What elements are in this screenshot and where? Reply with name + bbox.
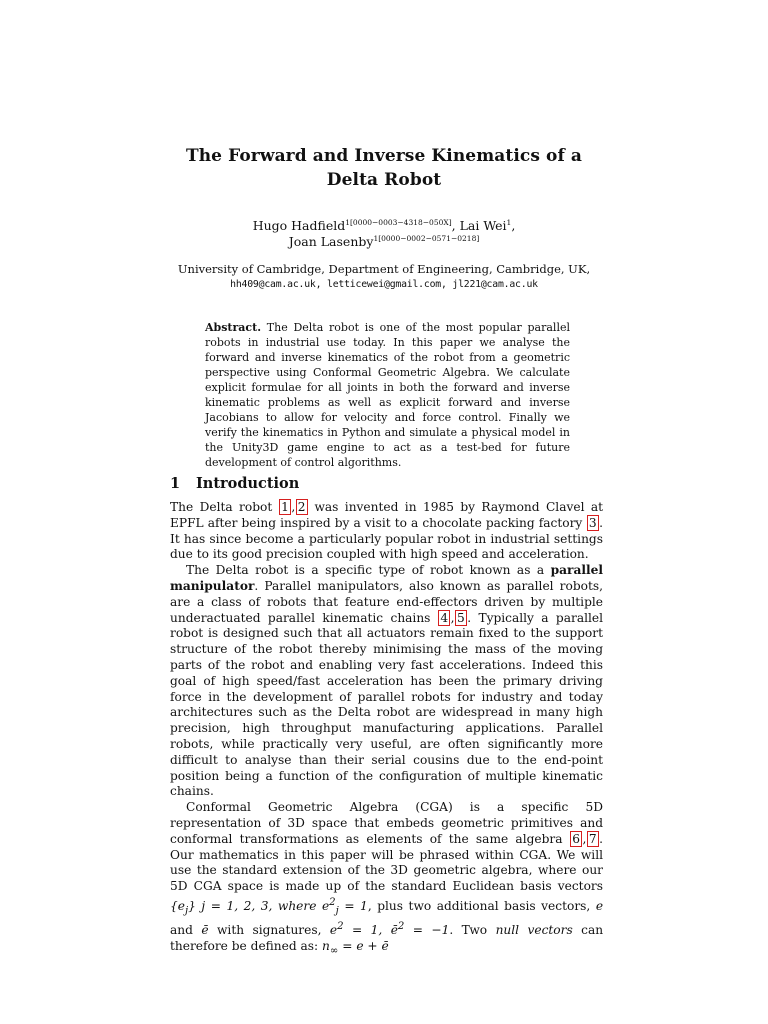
math-part: e xyxy=(329,923,338,938)
math-inline xyxy=(391,923,450,937)
math-part: {e xyxy=(170,898,185,913)
affiliation: University of Cambridge, Department of Engineering, Cambridge, UK, xyxy=(177,262,591,276)
citation-link[interactable]: 2 xyxy=(297,500,306,514)
math-sub: ∞ xyxy=(329,945,339,957)
authors-line-1: Hugo Hadfield$^{1[0000-0003-4318-050X]}$, Lai Wei$^1$, xyxy=(252,217,516,233)
section-title: Introduction xyxy=(196,475,300,492)
text-run: The Delta robot is a specific type of robot known as a xyxy=(186,563,545,578)
section-heading xyxy=(170,474,299,494)
text-run: . Our mathematics in this paper will be phrased within CGA. We will use the standard extension of the 3D geometric algebra, where our 5D CGA space is made up of the standard Euclidean basis vectors xyxy=(170,831,604,894)
math-inline xyxy=(170,898,196,917)
citation-link[interactable]: 6 xyxy=(572,831,580,846)
math-sub: j xyxy=(184,905,189,917)
abstract xyxy=(205,320,570,470)
math-part: = 1, xyxy=(352,923,383,938)
bold-term: parallel manipulator xyxy=(170,563,604,593)
citation-link[interactable]: 7 xyxy=(588,831,597,846)
affiliation-block xyxy=(150,262,618,292)
text-run: , plus two additional basis vectors, xyxy=(367,898,591,913)
text-run: . Parallel manipulators, also known as parallel robots, are a class of robots that feature end-effectors driven by multiple underactuated parallel kinematic chains xyxy=(170,578,603,625)
author-list xyxy=(150,218,618,250)
author-name: Lai Wei xyxy=(459,218,507,233)
email-list: hh409@cam.ac.uk, letticewei@gmail.com, jl221@cam.ac.uk xyxy=(230,279,538,290)
citation-link[interactable]: 4 xyxy=(440,610,449,625)
text-run: . Typically a parallel robot is designed such that all actuators remain fixed to the support structure of the robot thereby minimising the mass of the moving parts of the robot and enabling very fast accelerations. Indeed this goal of high speed/fast acceleration has been the primary driving force in the development of parallel robots for industry and today architectures such as the Delta robot are widespread in many high precision, high throughput manufacturing applications. Parallel robots, while practically very useful, are often significantly more difficult to analyse than their serial cousins due to the end-point position being a function of the configuration of multiple kinematic chains. xyxy=(170,610,603,799)
math-part: = e + ē xyxy=(342,939,389,954)
math-inline xyxy=(322,939,389,957)
text-run: Conformal Geometric Algebra (CGA) is a specific 5D representation of 3D space that embeds geometric primitives and conformal transformations as elements of the same algebra xyxy=(170,800,603,846)
title-line-1: The Forward and Inverse Kinematics of a xyxy=(185,146,583,166)
citation-link[interactable]: 3 xyxy=(588,515,597,530)
math-part: = 1 xyxy=(344,898,368,913)
citation-link[interactable]: 5 xyxy=(456,610,465,625)
math-inline xyxy=(201,896,368,917)
text-run: The Delta robot xyxy=(170,500,273,514)
paragraph-2: The Delta robot is a specific type of robot known as a parallel manipulator. Parallel manipulators, also known as parallel robots, are a class of robots that feature end-effectors driven by multiple underactuated parallel kinematic chains 4 , 5 . Typically a parallel robot is designed such that all actuators remain fixed to the support structure of the robot thereby minimising the mass of the moving parts of the robot and enabling very fast accelerations. Indeed this goal of high speed/fast acceleration has been the primary driving force in the development of parallel robots for industry and today architectures such as the Delta robot are widespread in many high precision, high throughput manufacturing applications. Parallel robots, while practically very useful, are often significantly more difficult to analyse than their serial cousins due to the end-point position being a function of the configuration of multiple kinematic chains. xyxy=(170,563,604,799)
math-part: n xyxy=(322,939,330,954)
text-run: . Two xyxy=(449,923,488,938)
math-inline: ē xyxy=(201,923,209,938)
emphasis-term: null vectors xyxy=(495,923,573,938)
paragraph-1: The Delta robot 1 , 2 was invented in 1985 by Raymond Clavel at EPFL after being inspired by a visit to a chocolate packing factory 3 . It has since become a particularly popular robot in industrial settings due to its good precision coupled with high speed and acceleration. xyxy=(170,500,604,562)
citation-link[interactable]: 1 xyxy=(281,500,289,514)
math-part: = −1 xyxy=(412,923,450,938)
text-run: was invented in 1985 by Raymond Clavel at EPFL after being inspired by a visit to a chocolate packing factory xyxy=(170,500,604,530)
math-inline xyxy=(330,923,382,937)
math-sub: j xyxy=(335,905,339,917)
body-text xyxy=(170,500,603,959)
math-sup: 2 xyxy=(337,921,344,933)
text-run: with signatures, xyxy=(216,923,322,938)
text-run: and xyxy=(170,923,193,938)
abstract-text: The Delta robot is one of the most popular parallel robots in industrial use today. In this paper we analyse the forward and inverse kinematics of the robot from a geometric perspective using Conformal Geometric Algebra. We calculate explicit formulae for all joints in both the forward and inverse kinematic problems as well as explicit forward and inverse Jacobians to allow for velocity and force control. Finally we verify the kinematics in Python and simulate a physical model in the Unity3D game engine to act as a test-bed for future development of control algorithms. xyxy=(205,321,570,469)
author-name: Hugo Hadfield xyxy=(252,218,346,233)
title-line-2: Delta Robot xyxy=(326,170,442,190)
paper-title xyxy=(150,144,618,192)
math-inline: e xyxy=(595,898,604,913)
math-part: } xyxy=(188,898,196,913)
author-name: Joan Lasenby xyxy=(288,234,374,249)
section-number: 1 xyxy=(170,475,181,492)
math-sup: 2 xyxy=(397,921,405,933)
text-run: . It has since become a particularly popular robot in industrial settings due to its good precision coupled with high speed and acceleration. xyxy=(170,515,604,562)
authors-line-2 xyxy=(150,234,618,250)
math-part: j = 1, 2, 3, where e xyxy=(201,898,330,913)
author-orcid: 1[0000−0002−0571−0218] xyxy=(373,233,480,243)
author-affiliation-mark: 1 xyxy=(506,217,512,227)
author-orcid: 1[0000−0003−4318−050X] xyxy=(345,217,452,227)
abstract-label: Abstract. xyxy=(205,321,262,334)
text-run: can therefore be defined as: xyxy=(170,923,604,954)
math-sup: 2 xyxy=(329,896,336,908)
math-part: ē xyxy=(390,923,398,938)
paragraph-3: Conformal Geometric Algebra (CGA) is a specific 5D representation of 3D space that embeds geometric primitives and conformal transformations as elements of the same algebra 6 , 7 . Our mathematics in this paper will be phrased within CGA. We will use the standard extension of the 3D geometric algebra, where our 5D CGA space is made up of the standard Euclidean basis vectors $\{e_j\} j = 1$, 2, 3, where $e^2_j = 1$, plus two additional basis vectors, e and ē with signatures, $e^2 = 1$, $ē^2 = -1$. Two null vectors can therefore be defined as: $n_\infty = e$ + ē xyxy=(170,800,604,957)
